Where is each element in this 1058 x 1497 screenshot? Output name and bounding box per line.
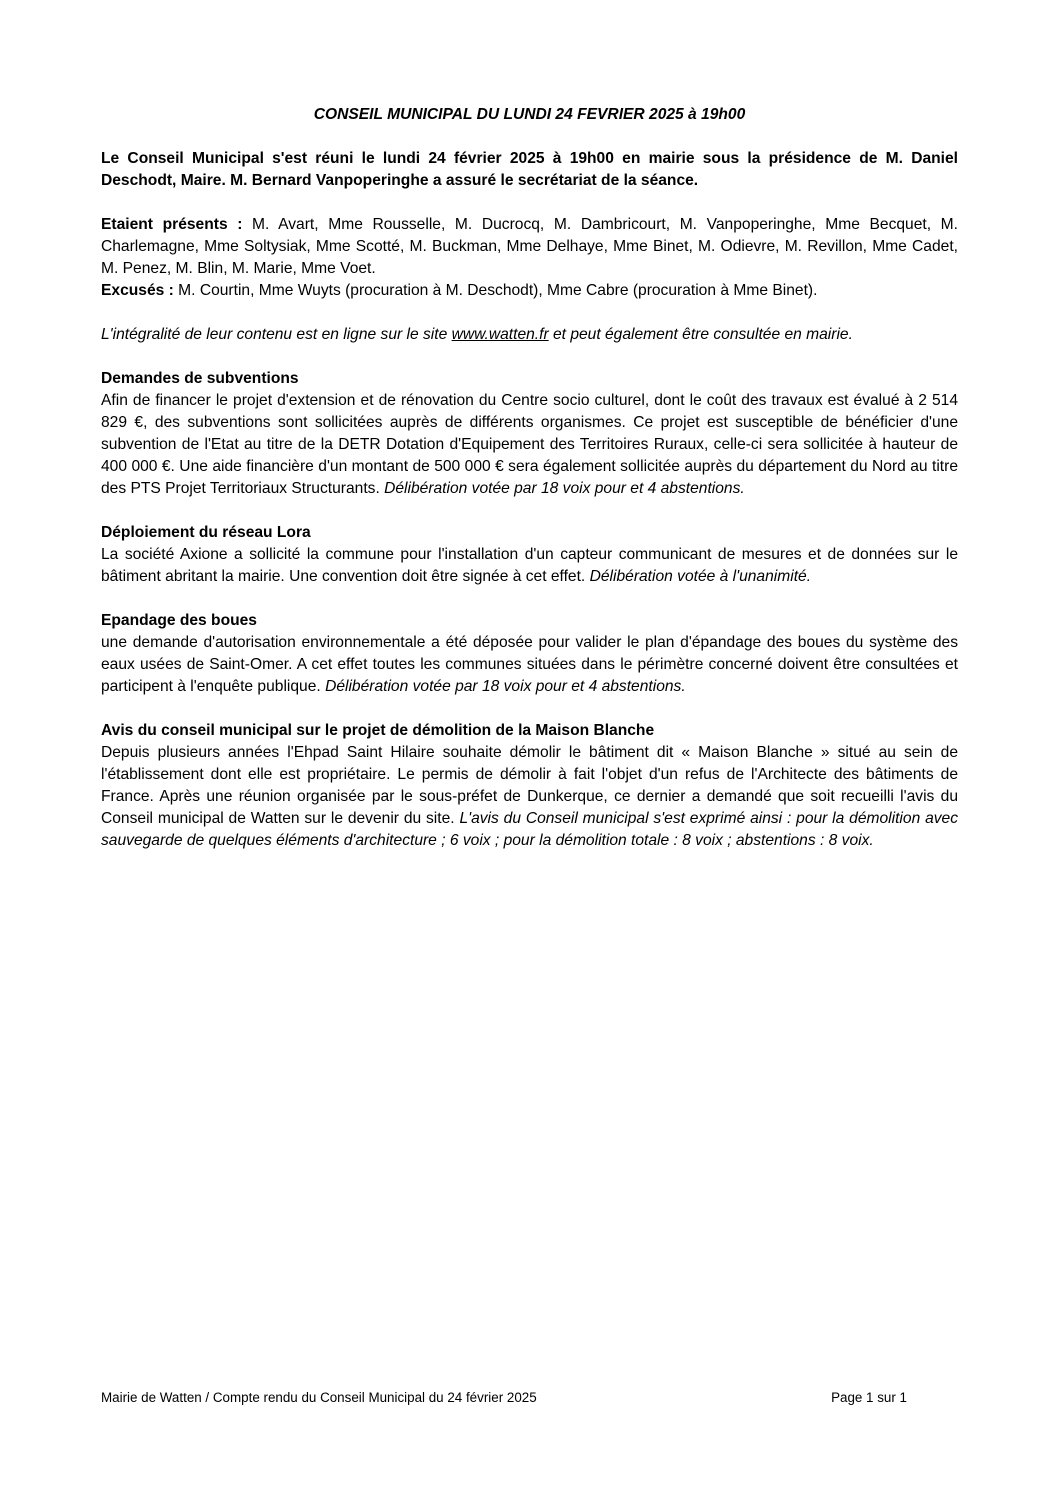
section-vote: L'avis du Conseil municipal s'est exprimé ainsi : pour la démolition avec sauvegarde de quelques éléments d'architecture ; 6 voix ; pour la démolition totale : 8 voix ; abstentions : 8 voix. [101,810,959,849]
footer-page-number: Page 1 sur 1 [831,1390,907,1405]
section-text: La société Axione a sollicité la commune pour l'installation d'un capteur communicant de mesures et de données sur le bâtiment abritant la mairie. Une convention doit être signée à cet effet. [101,546,958,585]
footer-left: Mairie de Watten / Compte rendu du Conseil Municipal du 24 février 2025 [101,1390,537,1405]
section-title: Demandes de subventions [101,370,299,387]
present-names: M. Avart, Mme Rousselle, M. Ducrocq, M. Dambricourt, M. Vanpoperinghe, Mme Becquet, M. Charlemagne, Mme Soltysiak, Mme Scotté, M. Buckman, Mme Delhaye, Mme Binet, M. Odievre, M. Revillon, Mme Cadet, M. Penez, M. Blin, M. Marie, Mme Voet. [101,216,958,277]
document-title: CONSEIL MUNICIPAL DU LUNDI 24 FEVRIER 2025 à 19h00 [313,106,746,123]
section-body [101,390,958,500]
website-link[interactable]: www.watten.fr [451,326,549,343]
section-title: Avis du conseil municipal sur le projet de démolition de la Maison Blanche [101,722,655,739]
section-epandage [101,610,958,698]
section-lora [101,522,958,588]
section-vote: Délibération votée par 18 voix pour et 4 abstentions. [384,480,745,497]
section-subventions [101,368,958,500]
attendance-present [101,214,958,280]
attendance-excused [101,280,958,302]
section-title: Epandage des boues [101,612,257,629]
section-body [101,544,958,588]
section-title: Déploiement du réseau Lora [101,524,311,541]
section-maison-blanche [101,720,958,852]
online-note-before: L'intégralité de leur contenu est en ligne sur le site [101,326,452,343]
excused-names: M. Courtin, Mme Wuyts (procuration à M. Deschodt), Mme Cabre (procuration à Mme Binet). [173,282,818,299]
online-note-after: et peut également être consultée en mairie. [548,326,853,343]
section-text: Afin de financer le projet d'extension et de rénovation du Centre socio culturel, dont le coût des travaux est évalué à 2 514 829 €, des subventions sont sollicitées auprès de différents organismes. Ce projet est susceptible de bénéficier d'une subvention de l'Etat au titre de la DETR Dotation d'Equipement des Territoires Ruraux, celle-ci sera sollicitée à hauteur de 400 000 €. Une aide financière d'un montant de 500 000 € sera également sollicitée auprès du département du Nord au titre des PTS Projet Territoriaux Structurants. [101,392,958,497]
online-note [101,324,958,346]
excused-label: Excusés : [101,282,174,299]
document-page [101,104,958,874]
page-footer [101,1389,907,1407]
section-body [101,742,958,852]
section-body [101,632,958,698]
section-vote: Délibération votée à l'unanimité. [589,568,812,585]
section-text: Depuis plusieurs années l'Ehpad Saint Hilaire souhaite démolir le bâtiment dit « Maison Blanche » situé au sein de l'établissement dont elle est propriétaire. Le permis de démolir à fait l'objet d'un refus de l'Architecte des bâtiments de France. Après une réunion organisée par le sous-préfet de Dunkerque, ce dernier a demandé que soit recueilli l'avis du Conseil municipal de Watten sur le devenir du site. [101,744,958,827]
section-vote: Délibération votée par 18 voix pour et 4 abstentions. [325,678,686,695]
present-label: Etaient présents : [101,216,243,233]
intro-paragraph: Le Conseil Municipal s'est réuni le lundi 24 février 2025 à 19h00 en mairie sous la présidence de M. Daniel Deschodt, Maire. M. Bernard Vanpoperinghe a assuré le secrétariat de la séance. [101,150,958,189]
section-text: une demande d'autorisation environnementale a été déposée pour valider le plan d'épandage des boues du système des eaux usées de Saint-Omer. A cet effet toutes les communes situées dans le périmètre concerné doivent être consultées et participent à l'enquête publique. [101,634,958,695]
